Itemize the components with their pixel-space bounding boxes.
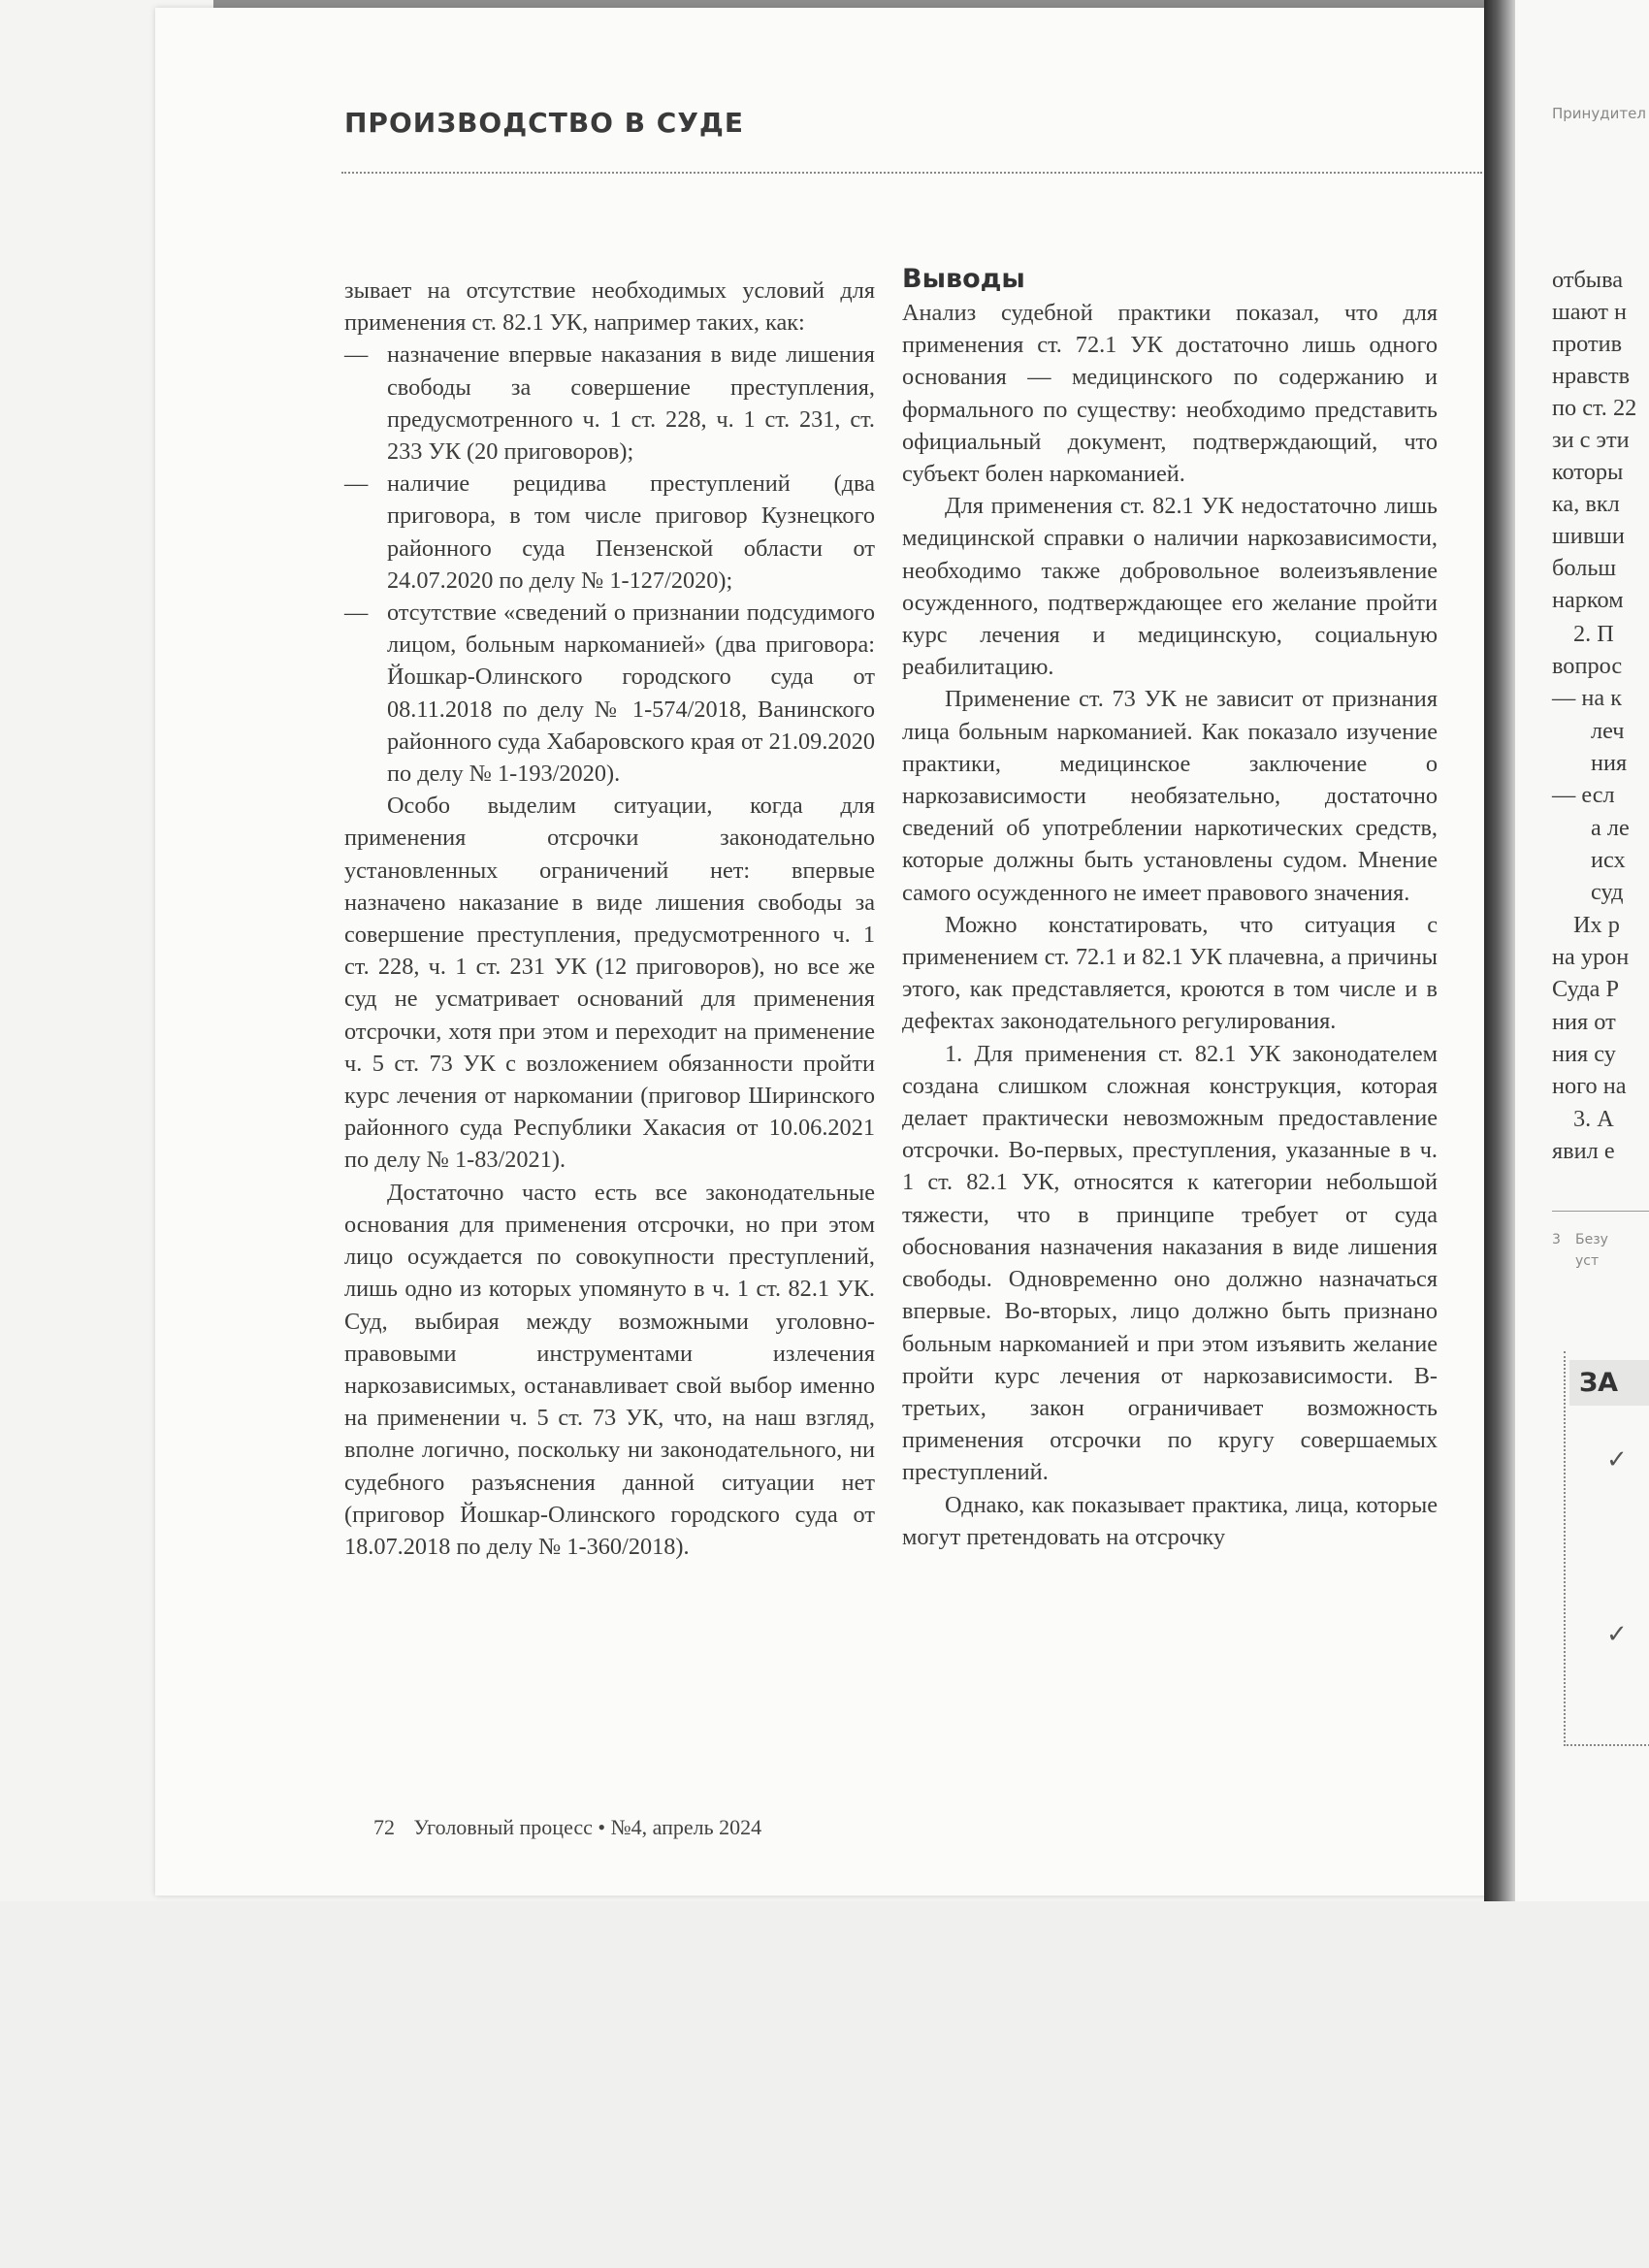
sidebar-box-title: ЗА [1569, 1360, 1649, 1406]
text-line: Суда Р [1552, 976, 1619, 1002]
section-heading: Выводы [902, 264, 1025, 294]
text-line: больш [1552, 555, 1617, 581]
paragraph: 1. Для применения ст. 82.1 УК законодателем создана слишком сложная конструкция, которая делает практически невозможным предоставление отсрочки. Во-первых, преступления, указанные в ч. 1 ст. 82.1 УК, относятся к категории небольшой тяжести, что в принципе требует от суда обоснования назначения наказания в виде лишения свободы. Одновременно оно должно назначаться впервые. Во-вторых, лицо должно быть признано больным наркоманией и при этом изъявить желание пройти курс лечения от наркозависимости. В-третьих, закон ограничивает возможность применения отсрочки по кругу совершаемых преступлений. [902, 1040, 1438, 1486]
text-line: — есл [1552, 782, 1615, 808]
text-line: суд [1591, 879, 1624, 905]
text-line: вопрос [1552, 653, 1623, 679]
text-line: нарком [1552, 587, 1624, 613]
check-icon: ✓ [1606, 1445, 1628, 1474]
text-line: на урон [1552, 944, 1630, 970]
text-line: ния су [1552, 1041, 1616, 1067]
text-line: — на к [1552, 685, 1623, 711]
footnote-line: уст [1575, 1253, 1600, 1269]
paragraph: Применение ст. 73 УК не зависит от признания лица больным наркоманией. Как показало изучение практики, медицинское заключение о наркозависимости необязательно, достаточно сведений об употреблении наркотических средств, которые должны быть установлены судом. Мнение самого осужденного не имеет правового значения. [902, 686, 1438, 906]
footnote-divider [1552, 1211, 1649, 1212]
list-item: — отсутствие «сведений о признании подсудимого лицом, больным наркоманией» (два приговора: Йошкар-Олинского городского суда от 08.11.2018 по делу № 1-574/2018, Ванинского районного суда Хабаровского края от 21.09.2020 по делу № 1-193/2020). [344, 597, 875, 790]
running-head: ПРОИЗВОДСТВО В СУДЕ [344, 107, 744, 139]
book-gutter [1484, 0, 1515, 1940]
list-item: — назначение впервые наказания в виде лишения свободы за совершение преступления, предусмотренного ч. 1 ст. 228, ч. 1 ст. 231, ст. 233 УК (20 приговоров); [344, 339, 875, 468]
text-line: 3. А [1573, 1106, 1614, 1132]
scan-edge [213, 0, 1494, 8]
left-column [344, 275, 875, 1563]
text-line: зи с эти [1552, 427, 1630, 453]
text-line: по ст. 22 [1552, 395, 1637, 421]
header-divider [341, 172, 1482, 174]
text-line: ния [1591, 750, 1628, 776]
text-line: ка, вкл [1552, 491, 1620, 517]
conclusions-column [902, 262, 1438, 1553]
text-line: ния от [1552, 1009, 1616, 1035]
text-line: нравств [1552, 363, 1631, 389]
journal-title: Уголовный процесс • №4, апрель 2024 [413, 1815, 762, 1839]
paragraph: Достаточно часто есть все законодательные основания для применения отсрочки, но при этом лицо осуждается по совокупности преступлений, лишь одно из которых упомянуто в ч. 1 ст. 82.1 УК. Суд, выбирая между возможными уголовно-правовыми инструментами излечения наркозависимых, останавливает свой выбор именно на применении ч. 5 ст. 73 УК, что, на наш взгляд, вполне логично, поскольку ни законодательного, ни судебного разъяснения данной ситуации нет (приговор Йошкар-Олинского городского суда от 18.07.2018 по делу № 1-360/2018). [344, 1179, 875, 1560]
text-line: шивши [1552, 523, 1625, 549]
sidebar-box [1564, 1351, 1649, 1746]
footnote-line: Безу [1575, 1232, 1608, 1247]
paragraph: Можно констатировать, что ситуация с применением ст. 72.1 и 82.1 УК плачевна, а причины этого, как представляется, кроются в том числе и в дефектах законодательного регулирования. [902, 911, 1438, 1035]
scan-background [0, 1901, 1649, 2268]
check-icon: ✓ [1606, 1620, 1628, 1649]
text-line: против [1552, 331, 1623, 357]
paragraph: Для применения ст. 82.1 УК недостаточно лишь медицинской справки о наличии наркозависимости, необходимо также добровольное волеизъявление осужденного, подтверждающее его желание пройти курс лечения и медицинскую, социальную реабилитацию. [902, 493, 1438, 681]
text-line: шают н [1552, 299, 1628, 325]
text-line: леч [1591, 718, 1625, 744]
list-item: — наличие рецидива преступлений (два приговора, в том числе приговор Кузнецкого районного суда Пензенской области от 24.07.2020 по делу № 1-127/2020); [344, 468, 875, 597]
paragraph: Особо выделим ситуации, когда для применения отсрочки законодательно установленных ограничений нет: впервые назначено наказание в виде лишения свободы за совершение преступления, предусмотренного ч. 1 ст. 228, ч. 1 ст. 231 УК (12 приговоров), но все же суд не усматривает оснований для применения отсрочки, хотя при этом и переходит на применение ч. 5 ст. 73 УК с возложением обязанности пройти курс лечения от наркомании (приговор Ширинского районного суда Республики Хакасия от 10.06.2021 по делу № 1-83/2021). [344, 793, 875, 1174]
paragraph: зывает на отсутствие необходимых условий для применения ст. 82.1 УК, например таких, как: [344, 277, 875, 337]
text-line: которы [1552, 459, 1624, 485]
page-footer [373, 1815, 761, 1840]
text-line: а ле [1591, 815, 1630, 841]
bullet-list [344, 339, 875, 790]
text-line: явил е [1552, 1138, 1615, 1164]
text-line: отбыва [1552, 267, 1624, 293]
text-line: 2. П [1573, 621, 1614, 647]
right-page-fragment [1515, 0, 1649, 1901]
text-line: исх [1591, 847, 1626, 873]
paragraph: Однако, как показывает практика, лица, которые могут претендовать на отсрочку [902, 1491, 1438, 1550]
running-head-right: Принудител [1552, 105, 1646, 122]
footnote-number: 3 [1552, 1232, 1561, 1247]
text-line: Их р [1573, 912, 1620, 938]
page-number: 72 [373, 1815, 395, 1839]
text-line: ного на [1552, 1073, 1627, 1099]
paragraph: Анализ судебной практики показал, что для применения ст. 72.1 УК достаточно лишь одного основания — медицинского по содержанию и формального по существу: необходимо представить официальный документ, подтверждающий, что субъект болен наркоманией. [902, 300, 1438, 488]
